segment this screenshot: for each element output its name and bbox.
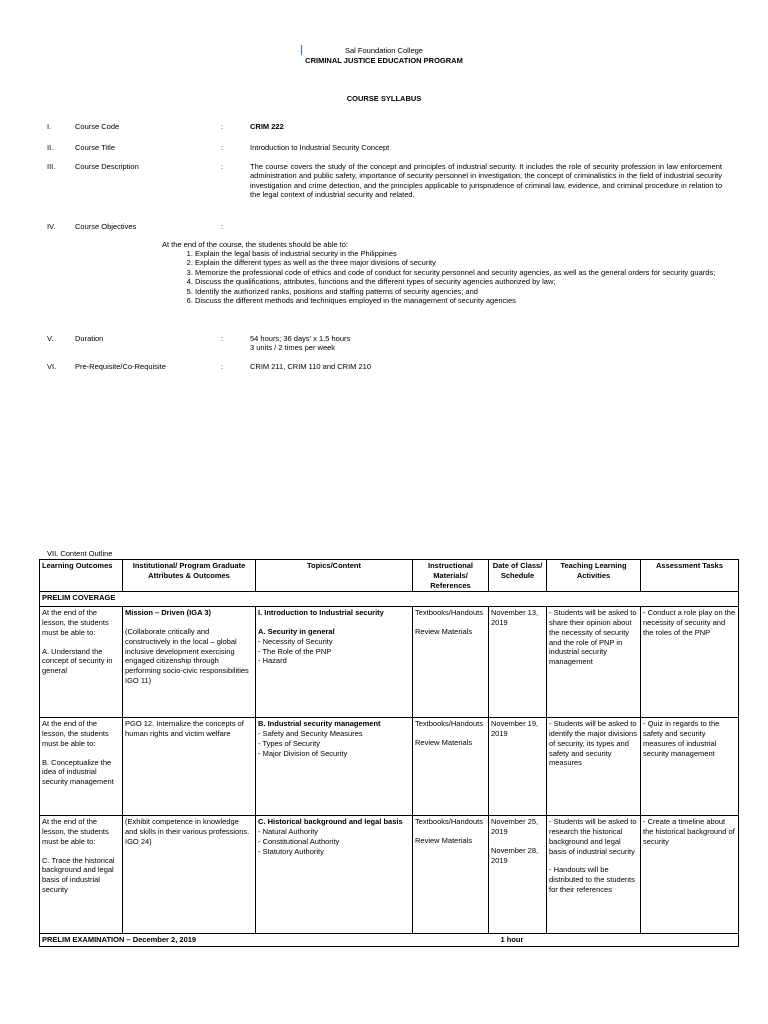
exam-row [40, 934, 739, 947]
college-name: Sal Foundation College [345, 46, 423, 55]
assessment-text: - Create a timeline about the historical background of security [643, 817, 735, 846]
learning-outcome-cell [40, 607, 123, 718]
item-label: Course Title [75, 143, 116, 152]
materials-cell [413, 718, 489, 816]
item-number: IV. [47, 222, 56, 231]
schedule-date: November 19, 2019 [491, 719, 539, 738]
table-row [40, 607, 739, 718]
topic-title: I. Introduction to Industrial security [258, 608, 384, 618]
item-label: Course Description [75, 162, 139, 171]
content-outline-label: VII. Content Outline [47, 549, 113, 558]
attributes-cell [123, 816, 256, 934]
item-colon: : [221, 143, 224, 152]
document-title: COURSE SYLLABUS [346, 94, 422, 103]
topic-item: - Major Division of Security [258, 748, 348, 758]
attribute-tail: IGO 11) [125, 675, 152, 685]
column-header: Instructional Materials/ References [413, 560, 489, 592]
attribute-text: (Collaborate critically and constructively in the local – global inclusive development exercising engaged citizenship through performing socio-civic responsibilities [125, 627, 249, 675]
outcome-text: B. Conceptualize the idea of industrial security management [42, 757, 114, 786]
duration-units: 3 units / 2 times per week [250, 343, 336, 353]
course-code-value: CRIM 222 [250, 122, 284, 131]
material-item: Textbooks/Handouts [415, 608, 483, 618]
course-title-value: Introduction to Industrial Security Concept [250, 143, 390, 152]
attribute-text: PGO 12. Internalize the concepts of human rights and victim welfare [125, 719, 244, 738]
item-label: Course Objectives [75, 222, 137, 231]
outcome-intro: At the end of the lesson, the students must be able to: [42, 817, 109, 846]
learning-outcome-cell [40, 816, 123, 934]
assessment-text: - Conduct a role play on the necessity of security and the roles of the PNP [643, 608, 736, 637]
table-header-row [40, 560, 739, 592]
material-item: Textbooks/Handouts [415, 817, 483, 827]
program-name: CRIMINAL JUSTICE EDUCATION PROGRAM [305, 56, 463, 65]
attribute-text: (Exhibit competence in knowledge and skills in their various professions. IGO 24) [125, 817, 250, 846]
section-label: PRELIM COVERAGE [40, 592, 739, 607]
objectives-list [168, 249, 750, 305]
item-label: Duration [75, 334, 104, 343]
duration-value [250, 334, 722, 353]
topic-item: - Necessity of Security [258, 636, 333, 646]
topic-item: - Natural Authority [258, 827, 319, 836]
attributes-cell [123, 607, 256, 718]
activities-cell [547, 816, 641, 934]
item-label: Pre-Requisite/Co-Requisite [75, 362, 166, 371]
objective-item: 4. Discuss the qualifications, attributes, functions and the different types of security agencies authorized by law; [195, 277, 750, 286]
item-number: V. [47, 334, 54, 343]
topic-item: - Types of Security [258, 738, 320, 748]
column-header: Topics/Content [256, 560, 413, 592]
material-item: Review Materials [415, 738, 473, 747]
duration-hours: 54 hours; 36 days' x 1.5 hours [250, 334, 351, 343]
topics-cell [256, 607, 413, 718]
item-number: I. [47, 122, 52, 131]
activity-text: - Students will be asked to identify the major divisions of security, its types and safety and security measures [549, 719, 637, 768]
topic-item: - Statutory Authority [258, 846, 324, 856]
topics-cell [256, 816, 413, 934]
item-number: II. [47, 143, 54, 152]
schedule-cell [489, 816, 547, 934]
attribute-title: Mission – Driven (IGA 3) [125, 608, 211, 618]
item-label: Course Code [75, 122, 120, 131]
topic-title: B. Industrial security management [258, 719, 381, 729]
course-description-value: The course covers the study of the concept and principles of industrial security. It includes the role of security profession in law enforcement administration and public safety, importance of security personnel in investigation, the concept of criminalistics in the field of industrial security investigation and crime detection, and the principles applicable to jurisprudence of criminal law, evidence, and criminal procedure in relation to the legal context of industrial security and related. [250, 162, 722, 200]
schedule-date: November 28, 2019 [491, 845, 539, 865]
outcome-text: A. Understand the concept of security in general [42, 646, 113, 675]
assessment-cell [641, 607, 739, 718]
section-row [40, 592, 739, 607]
learning-outcome-cell [40, 718, 123, 816]
table-row [40, 718, 739, 816]
activities-cell [547, 718, 641, 816]
exam-duration [489, 934, 739, 947]
item-colon: : [221, 122, 224, 131]
item-colon: : [221, 222, 224, 231]
topic-item: - Safety and Security Measures [258, 729, 363, 738]
activity-text: - Students will be asked to share their opinion about the necessity of security and the role of PNP in industrial security management [549, 608, 637, 666]
material-item: Review Materials [415, 836, 473, 845]
objective-item: 6. Discuss the different methods and techniques employed in the management of security agencies [195, 296, 750, 305]
topic-title: C. Historical background and legal basis [258, 817, 403, 827]
outcome-text: C. Trace the historical background and legal basis of industrial security [42, 855, 115, 894]
schedule-cell [489, 607, 547, 718]
activity-text: - Students will be asked to research the historical background and legal basis of industrial security [549, 817, 637, 856]
assessment-cell [641, 718, 739, 816]
column-header: Institutional/ Program Graduate Attributes & Outcomes [123, 560, 256, 592]
material-item: Review Materials [415, 627, 473, 636]
topic-item: - Constitutional Authority [258, 836, 340, 846]
table-row [40, 816, 739, 934]
topic-subtitle: A. Security in general [258, 627, 335, 636]
material-item: Textbooks/Handouts [415, 719, 483, 729]
column-header: Assessment Tasks [641, 560, 739, 592]
materials-cell [413, 607, 489, 718]
schedule-cell [489, 718, 547, 816]
topics-cell [256, 718, 413, 816]
content-outline-table [39, 559, 739, 947]
materials-cell [413, 816, 489, 934]
column-header: Learning Outcomes [40, 560, 123, 592]
assessment-text: - Quiz in regards to the safety and security measures of industrial security management [643, 719, 720, 758]
outcome-intro: At the end of the lesson, the students must be able to: [42, 608, 109, 637]
prerequisite-value: CRIM 211, CRIM 110 and CRIM 210 [250, 362, 372, 371]
exam-duration-text: 1 hour [500, 935, 524, 945]
assessment-cell [641, 816, 739, 934]
activity-text: - Handouts will be distributed to the students for their references [549, 865, 635, 894]
item-colon: : [221, 362, 224, 371]
objectives-intro: At the end of the course, the students should be able to: [162, 240, 348, 249]
schedule-date: November 13, 2019 [491, 608, 539, 627]
outcome-intro: At the end of the lesson, the students must be able to: [42, 719, 109, 748]
column-header: Date of Class/ Schedule [489, 560, 547, 592]
attributes-cell [123, 718, 256, 816]
item-number: III. [47, 162, 56, 171]
topic-item: - The Role of the PNP [258, 646, 332, 656]
exam-label: PRELIM EXAMINATION – December 2, 2019 [40, 934, 489, 947]
objective-item: 2. Explain the different types as well as the three major divisions of security [195, 258, 750, 267]
item-colon: : [221, 162, 224, 171]
objective-item: 5. Identify the authorized ranks, positions and staffing patterns of security agencies; and [195, 287, 750, 296]
objective-item: 1. Explain the legal basis of industrial security in the Philippines [195, 249, 750, 258]
objective-item: 3. Memorize the professional code of ethics and code of conduct for security personnel and security agencies, as well as the general orders for security guards; [195, 268, 750, 277]
schedule-date: November 25, 2019 [491, 817, 539, 836]
column-header: Teaching Learning Activities [547, 560, 641, 592]
activities-cell [547, 607, 641, 718]
topic-item: - Hazard [258, 656, 287, 666]
item-number: VI. [47, 362, 57, 371]
item-colon: : [221, 334, 224, 343]
